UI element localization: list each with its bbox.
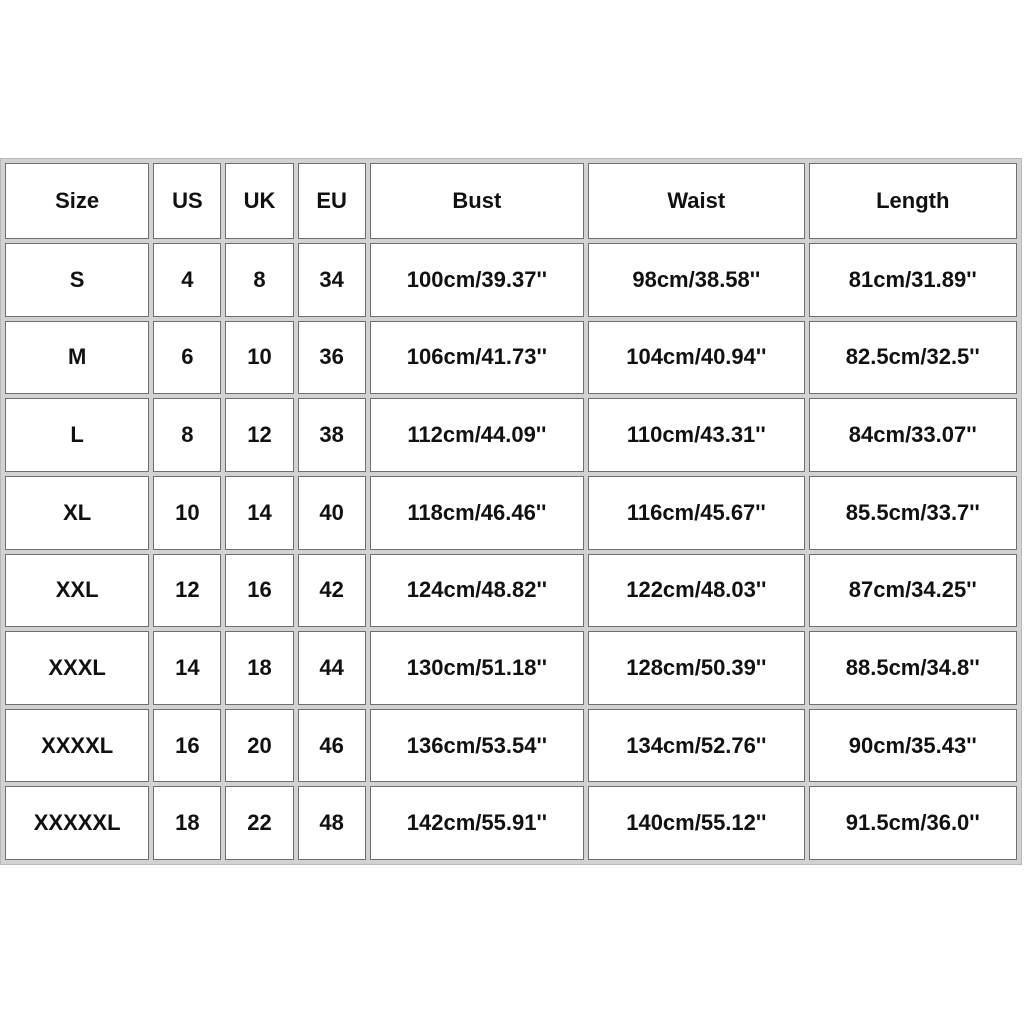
bust-cell: 106cm/41.73'' — [370, 321, 584, 395]
bust-cell: 136cm/53.54'' — [370, 709, 584, 783]
length-cell: 85.5cm/33.7'' — [809, 476, 1017, 550]
uk-cell: 18 — [225, 631, 293, 705]
header-row — [5, 163, 1017, 239]
bust-cell: 130cm/51.18'' — [370, 631, 584, 705]
size-cell: M — [5, 321, 149, 395]
waist-cell: 128cm/50.39'' — [588, 631, 804, 705]
table-row — [5, 709, 1017, 783]
waist-cell: 116cm/45.67'' — [588, 476, 804, 550]
length-cell: 81cm/31.89'' — [809, 243, 1017, 317]
uk-cell: 14 — [225, 476, 293, 550]
bust-cell: 124cm/48.82'' — [370, 554, 584, 628]
header-cell-bust: Bust — [370, 163, 584, 239]
waist-cell: 140cm/55.12'' — [588, 786, 804, 860]
size-chart-table — [0, 158, 1022, 865]
length-cell: 88.5cm/34.8'' — [809, 631, 1017, 705]
waist-cell: 98cm/38.58'' — [588, 243, 804, 317]
table-row — [5, 321, 1017, 395]
eu-cell: 40 — [298, 476, 366, 550]
uk-cell: 12 — [225, 398, 293, 472]
size-cell: XXL — [5, 554, 149, 628]
header-cell-uk: UK — [225, 163, 293, 239]
us-cell: 6 — [153, 321, 221, 395]
table-row — [5, 476, 1017, 550]
table-row — [5, 786, 1017, 860]
waist-cell: 110cm/43.31'' — [588, 398, 804, 472]
size-cell: L — [5, 398, 149, 472]
bust-cell: 142cm/55.91'' — [370, 786, 584, 860]
bust-cell: 118cm/46.46'' — [370, 476, 584, 550]
waist-cell: 122cm/48.03'' — [588, 554, 804, 628]
us-cell: 10 — [153, 476, 221, 550]
uk-cell: 16 — [225, 554, 293, 628]
header-cell-eu: EU — [298, 163, 366, 239]
size-cell: XXXXXL — [5, 786, 149, 860]
uk-cell: 10 — [225, 321, 293, 395]
eu-cell: 38 — [298, 398, 366, 472]
length-cell: 87cm/34.25'' — [809, 554, 1017, 628]
us-cell: 12 — [153, 554, 221, 628]
uk-cell: 8 — [225, 243, 293, 317]
eu-cell: 42 — [298, 554, 366, 628]
header-cell-size: Size — [5, 163, 149, 239]
bust-cell: 112cm/44.09'' — [370, 398, 584, 472]
size-cell: XXXXL — [5, 709, 149, 783]
eu-cell: 44 — [298, 631, 366, 705]
size-cell: XXXL — [5, 631, 149, 705]
us-cell: 18 — [153, 786, 221, 860]
size-cell: XL — [5, 476, 149, 550]
table-row — [5, 243, 1017, 317]
eu-cell: 36 — [298, 321, 366, 395]
header-cell-us: US — [153, 163, 221, 239]
waist-cell: 134cm/52.76'' — [588, 709, 804, 783]
waist-cell: 104cm/40.94'' — [588, 321, 804, 395]
size-cell: S — [5, 243, 149, 317]
table-row — [5, 631, 1017, 705]
length-cell: 84cm/33.07'' — [809, 398, 1017, 472]
us-cell: 8 — [153, 398, 221, 472]
eu-cell: 34 — [298, 243, 366, 317]
uk-cell: 20 — [225, 709, 293, 783]
us-cell: 14 — [153, 631, 221, 705]
eu-cell: 46 — [298, 709, 366, 783]
header-cell-length: Length — [809, 163, 1017, 239]
table-row — [5, 398, 1017, 472]
header-cell-waist: Waist — [588, 163, 804, 239]
eu-cell: 48 — [298, 786, 366, 860]
length-cell: 82.5cm/32.5'' — [809, 321, 1017, 395]
us-cell: 4 — [153, 243, 221, 317]
table-row — [5, 554, 1017, 628]
length-cell: 91.5cm/36.0'' — [809, 786, 1017, 860]
length-cell: 90cm/35.43'' — [809, 709, 1017, 783]
bust-cell: 100cm/39.37'' — [370, 243, 584, 317]
uk-cell: 22 — [225, 786, 293, 860]
us-cell: 16 — [153, 709, 221, 783]
